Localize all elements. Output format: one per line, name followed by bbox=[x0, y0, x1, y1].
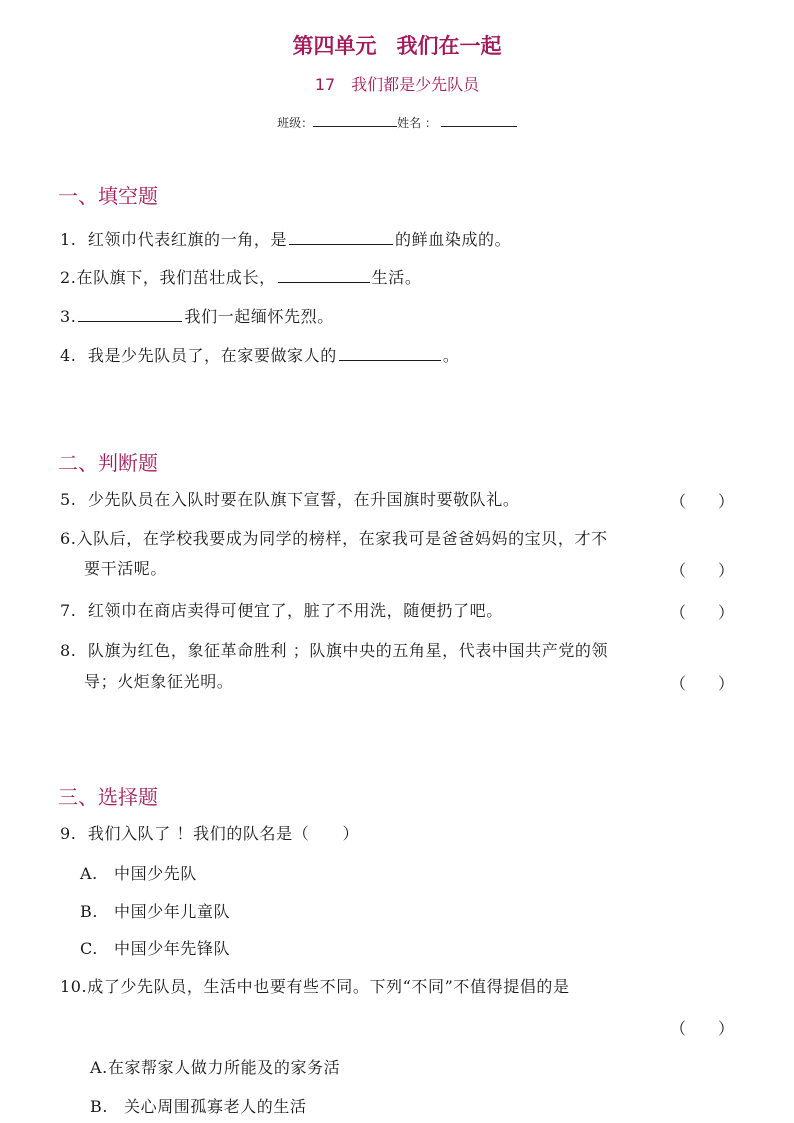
question-7 bbox=[60, 600, 503, 622]
question-text: 我们入队了 ！我们的队名是（ ） bbox=[87, 824, 360, 843]
answer-blank[interactable] bbox=[278, 266, 370, 283]
question-text: 红领巾在商店卖得可便宜了，脏了不用洗，随便扔了吧。 bbox=[87, 601, 503, 620]
unit-title bbox=[0, 30, 794, 60]
question-number: 7. bbox=[60, 601, 77, 620]
option-a[interactable] bbox=[80, 861, 197, 884]
answer-blank[interactable] bbox=[339, 344, 441, 361]
question-number: 10. bbox=[60, 977, 88, 996]
unit-title-part-b: 我们在一起 bbox=[396, 34, 502, 58]
unit-title-part-a: 第四单元 bbox=[292, 34, 377, 58]
question-1 bbox=[60, 228, 511, 251]
question-8 bbox=[60, 640, 608, 662]
question-3 bbox=[60, 305, 334, 328]
question-10 bbox=[60, 976, 570, 998]
name-blank[interactable] bbox=[441, 114, 517, 127]
question-4 bbox=[60, 344, 459, 367]
class-label: 班级： bbox=[277, 116, 314, 130]
question-number: 5. bbox=[60, 490, 77, 509]
option-text: 在家帮家人做力所能及的家务活 bbox=[107, 1058, 341, 1077]
question-text: 我是少先队员了，在家要做家人的 bbox=[87, 346, 337, 365]
option-label: B. bbox=[90, 1097, 109, 1116]
answer-paren[interactable]: （ ） bbox=[669, 492, 734, 511]
question-6 bbox=[60, 528, 608, 550]
question-text: 入队后，在学校我要成为同学的榜样，在家我可是爸爸妈妈的宝贝，才不 bbox=[76, 529, 608, 548]
lesson-title bbox=[0, 72, 794, 95]
option-b[interactable] bbox=[80, 899, 230, 922]
question-text: 我们一起缅怀先烈。 bbox=[184, 307, 334, 326]
option-text: 关心周围孤寡老人的生活 bbox=[124, 1097, 307, 1116]
option-text: 中国少年先锋队 bbox=[114, 939, 231, 958]
answer-paren[interactable]: （ ） bbox=[669, 1019, 734, 1038]
option-label: B. bbox=[80, 902, 99, 921]
question-text: 在队旗下，我们茁壮成长， bbox=[76, 268, 276, 287]
section-title-choice: 三、选择题 bbox=[58, 785, 158, 809]
question-8-line-2: 导；火炬象征光明。 bbox=[84, 672, 234, 691]
question-number: 1. bbox=[60, 230, 77, 249]
question-number: 4. bbox=[60, 346, 77, 365]
section-title-judge: 二、判断题 bbox=[58, 451, 158, 475]
question-number: 9. bbox=[60, 824, 77, 843]
question-text: 。 bbox=[442, 346, 460, 365]
answer-blank[interactable] bbox=[78, 305, 182, 322]
lesson-number: 17 bbox=[314, 75, 336, 94]
question-number: 6. bbox=[60, 529, 77, 548]
question-6-line-2: 要干活呢。 bbox=[84, 559, 168, 578]
option-b[interactable] bbox=[90, 1094, 307, 1117]
student-info-row bbox=[0, 114, 794, 131]
option-c[interactable] bbox=[80, 936, 230, 959]
option-text: 中国少年儿童队 bbox=[114, 902, 231, 921]
option-label: A. bbox=[80, 864, 98, 883]
question-text: 队旗为红色，象征革命胜利 ；队旗中央的五角星，代表中国共产党的领 bbox=[87, 641, 609, 660]
question-text: 的鲜血染成的。 bbox=[395, 230, 512, 249]
question-number: 2. bbox=[60, 268, 77, 287]
question-5 bbox=[60, 489, 519, 511]
question-text: 生活。 bbox=[371, 268, 422, 287]
option-label: C. bbox=[80, 939, 98, 958]
option-text: 中国少先队 bbox=[114, 864, 198, 883]
answer-blank[interactable] bbox=[289, 228, 393, 245]
question-text: 成了少先队员，生活中也要有些不同。下列“不同”不值得提倡的是 bbox=[87, 977, 570, 996]
option-a[interactable] bbox=[90, 1055, 340, 1078]
question-2 bbox=[60, 266, 421, 289]
answer-paren[interactable]: （ ） bbox=[669, 561, 734, 580]
question-number: 3. bbox=[60, 307, 77, 326]
lesson-title-text: 我们都是少先队员 bbox=[351, 75, 480, 94]
question-text: 少先队员在入队时要在队旗下宣誓，在升国旗时要敬队礼。 bbox=[87, 490, 520, 509]
question-9 bbox=[60, 823, 359, 845]
question-text: 红领巾代表红旗的一角，是 bbox=[87, 230, 288, 249]
class-blank[interactable] bbox=[313, 114, 397, 127]
answer-paren[interactable]: （ ） bbox=[669, 603, 734, 622]
section-title-fill: 一、填空题 bbox=[58, 184, 158, 208]
answer-paren[interactable]: （ ） bbox=[669, 674, 734, 693]
question-number: 8. bbox=[60, 641, 77, 660]
option-label: A. bbox=[90, 1058, 108, 1077]
name-label: 姓名 ： bbox=[397, 116, 437, 130]
